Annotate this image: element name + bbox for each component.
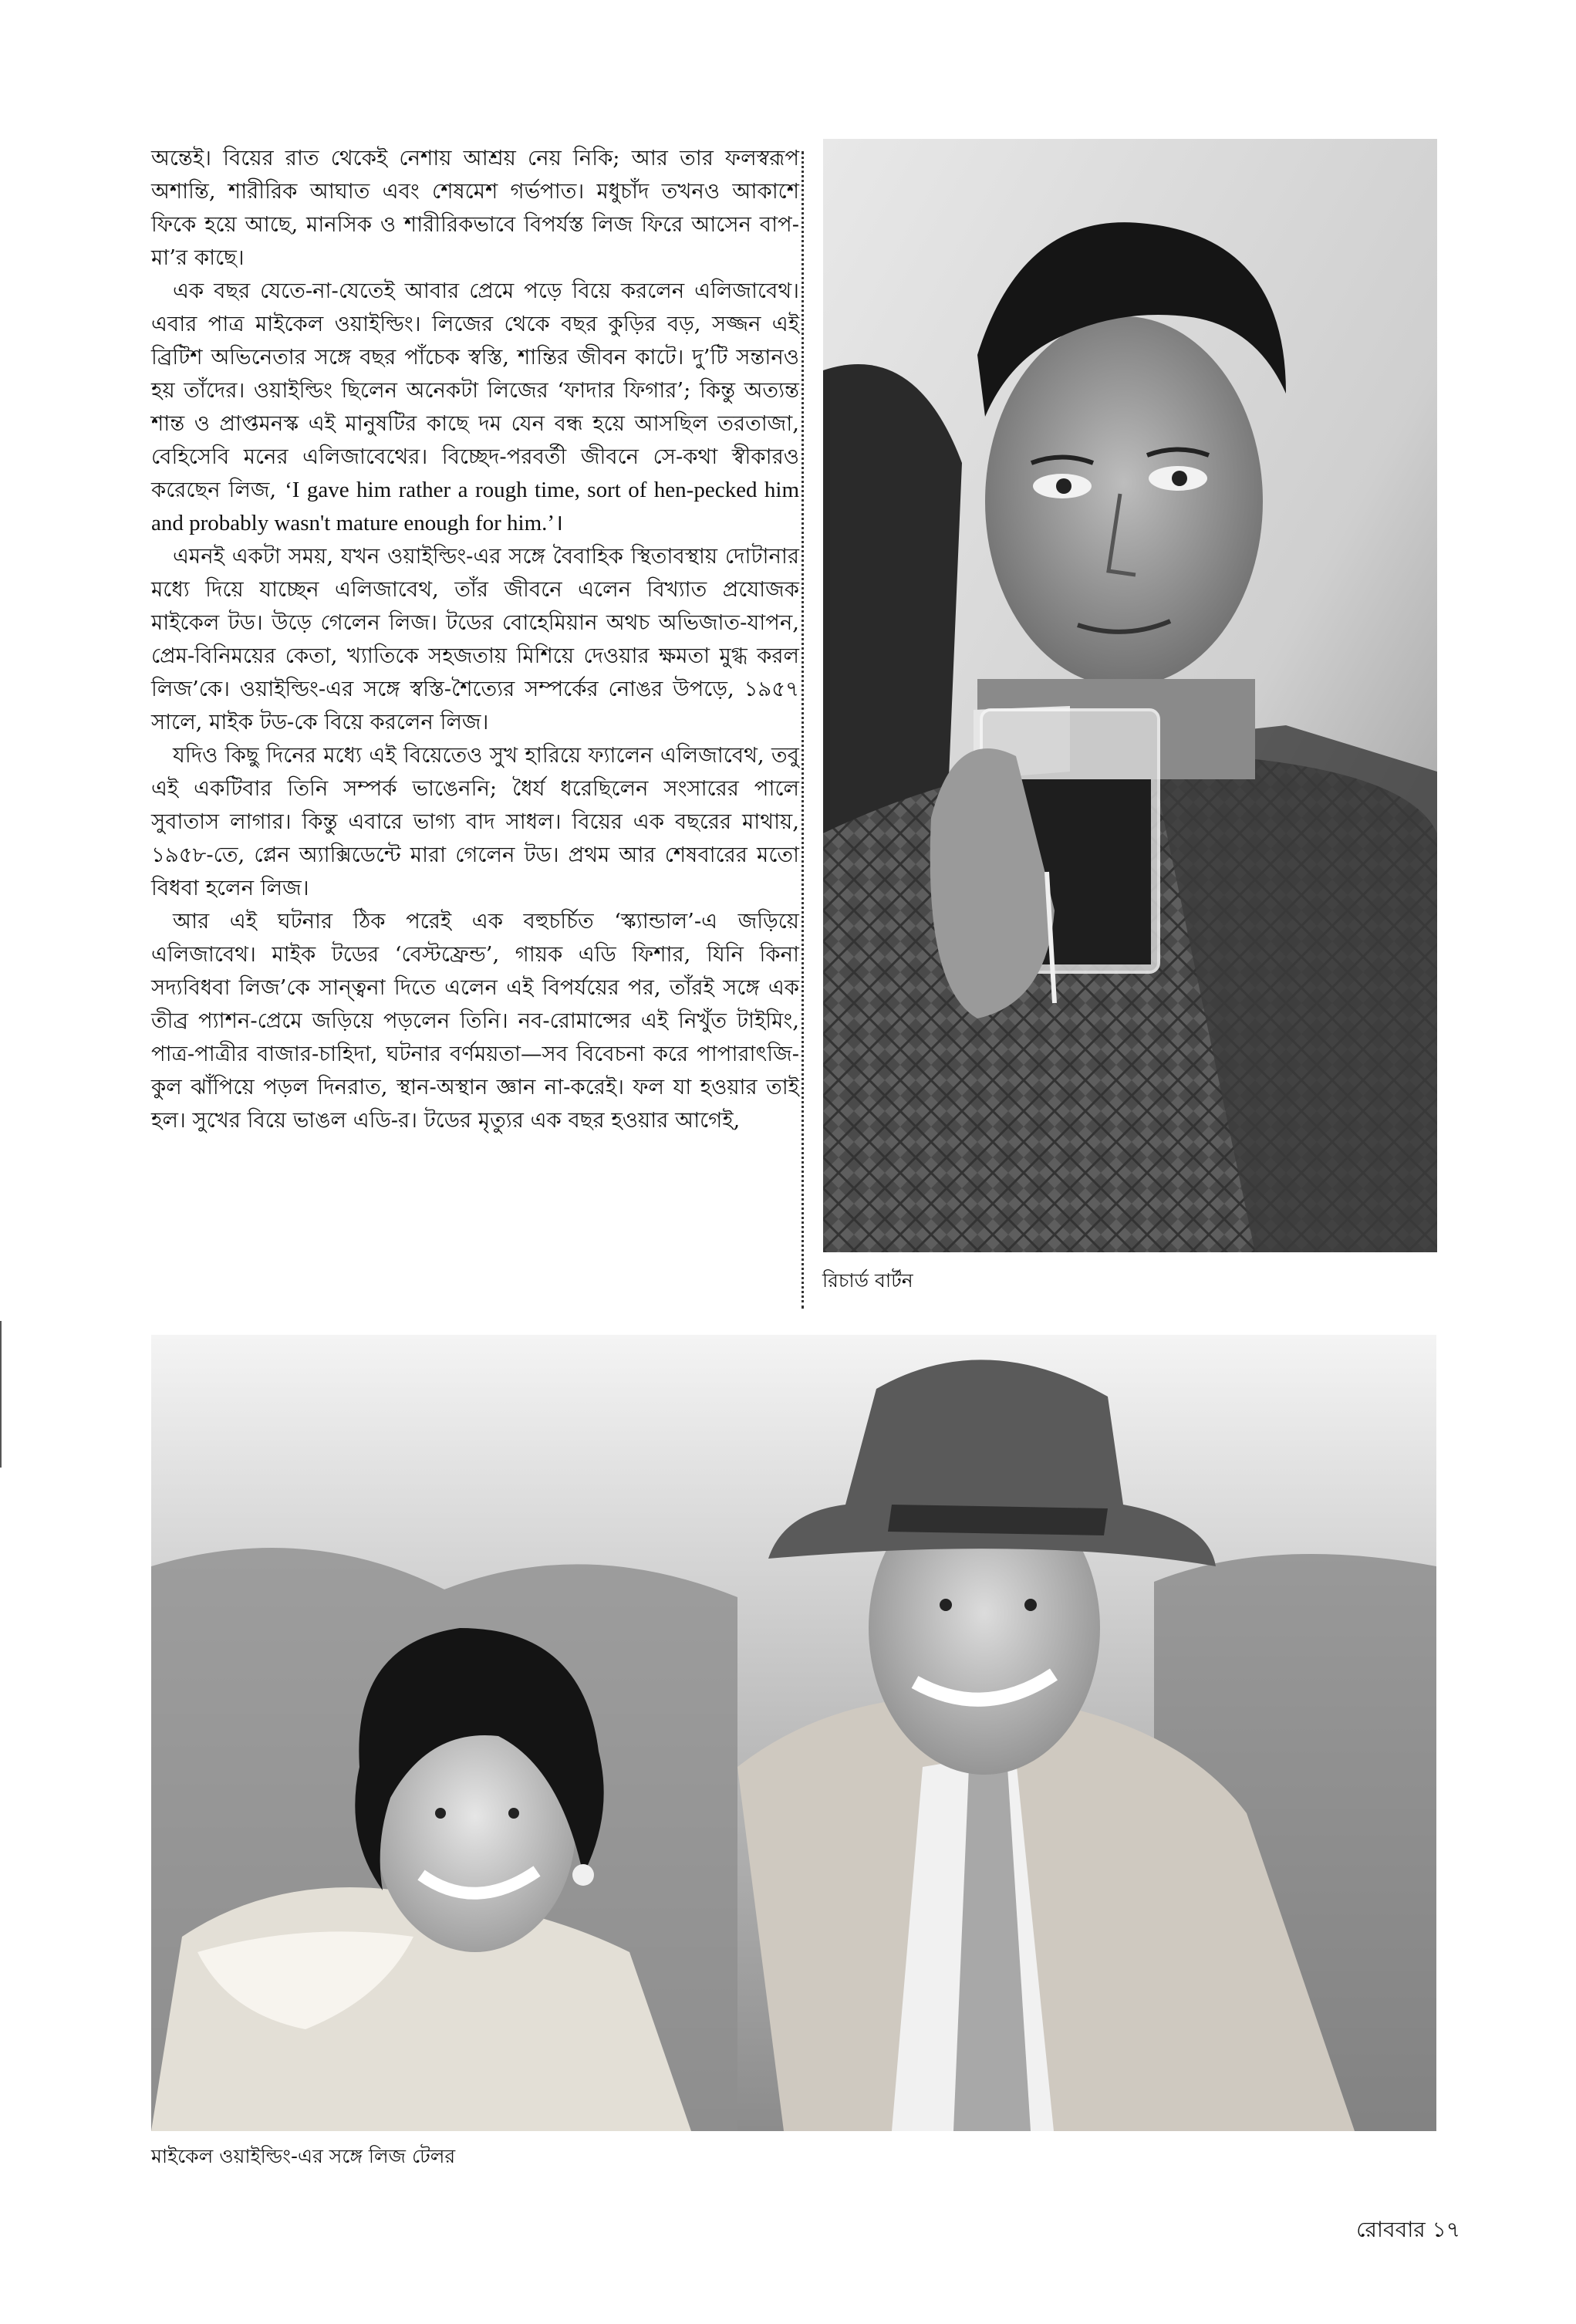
english-quote: ‘I gave him rather a rough time, sort of hen-pecked him and probably wasn't mature enough for him.’। xyxy=(151,478,799,535)
article-paragraph-1: অন্তেই। বিয়ের রাত থেকেই নেশায় আশ্রয় নেয় নিকি; আর তার ফলস্বরূপ অশান্তি, শারীরিক আঘাত এবং শেষমেশ গর্ভপাত। মধুচাঁদ তখনও আকাশে ফিকে হয়ে আছে, মানসিক ও শারীরিকভাবে বিপর্যস্ত লিজ ফিরে আসেন বাপ-মা’র কাছে। xyxy=(151,146,799,270)
column-divider xyxy=(801,151,804,1309)
burton-photo-art xyxy=(823,139,1437,1252)
photo-richard-burton xyxy=(823,139,1437,1252)
page-folio: রোববার ১৭ xyxy=(1356,2217,1460,2242)
article-body xyxy=(151,142,799,1137)
article-paragraph-5: আর এই ঘটনার ঠিক পরেই এক বহুচর্চিত ‘স্ক্যান্ডাল’-এ জড়িয়ে এলিজাবেথ। মাইক টডের ‘বেস্টফ্রেন্ড’, গায়ক এডি ফিশার, যিনি কিনা সদ্যবিধবা লিজ’কে সান্ত্বনা দিতে এলেন এই বিপর্যয়ের পর, তাঁরই সঙ্গে এক তীব্র প্যাশন-প্রেমে জড়িয়ে পড়লেন তিনি। নব-রোমান্সের এই নিখুঁত টাইমিং, পাত্র-পাত্রীর বাজার-চাহিদা, ঘটনার বর্ণময়তা—সব বিবেচনা করে পাপারাৎজি-কুল ঝাঁপিয়ে পড়ল দিনরাত, স্থান-অস্থান জ্ঞান না-করেই। ফল যা হওয়ার তাই হল। সুখের বিয়ে ভাঙল এডি-র। টডের মৃত্যুর এক বছর হওয়ার আগেই, xyxy=(151,909,800,1133)
caption-wilding: মাইকেল ওয়াইল্ডিং-এর সঙ্গে লিজ টেলর xyxy=(151,2145,456,2167)
paragraph-2-text: এক বছর যেতে-না-যেতেই আবার প্রেমে পড়ে বিয়ে করলেন এলিজাবেথ। এবার পাত্র মাইকেল ওয়াইল্ডিং। লিজের থেকে বছর কুড়ির বড়, সজ্জন এই ব্রিটিশ অভিনেতার সঙ্গে বছর পাঁচেক স্বস্তি, শান্তির জীবন কাটে। দু’টি সন্তানও হয় তাঁদের। ওয়াইল্ডিং ছিলেন অনেকটা লিজের ‘ফাদার ফিগার’; কিন্তু অত্যন্ত শান্ত ও প্রাপ্তমনস্ক এই মানুষটির কাছে দম যেন বন্ধ হয়ে আসছিল তরতাজা, বেহিসেবি মনের এলিজাবেথের। বিচ্ছেদ-পরবর্তী জীবনে সে-কথা স্বীকারও করেছেন লিজ, xyxy=(151,279,799,502)
article-paragraph-3: এমনই একটা সময়, যখন ওয়াইল্ডিং-এর সঙ্গে বৈবাহিক স্থিতাবস্থায় দোটানার মধ্যে দিয়ে যাচ্ছেন এলিজাবেথ, তাঁর জীবনে এলেন বিখ্যাত প্রযোজক মাইকেল টড। উড়ে গেলেন লিজ। টডের বোহেমিয়ান অথচ অভিজাত-যাপন, প্রেম-বিনিময়ের কেতা, খ্যাতিকে সহজতায় মিশিয়ে দেওয়ার ক্ষমতা মুগ্ধ করল লিজ’কে। ওয়াইল্ডিং-এর সঙ্গে স্বস্তি-শৈত্যের সম্পর্কের নোঙর উপড়ে, ১৯৫৭ সালে, মাইক টড-কে বিয়ে করলেন লিজ। xyxy=(151,544,799,735)
caption-burton: রিচার্ড বার্টন xyxy=(822,1269,913,1292)
wilding-photo-art xyxy=(151,1335,1436,2131)
article-paragraph-2 xyxy=(151,275,799,540)
margin-rule xyxy=(0,1321,9,1468)
article-paragraph-4: যদিও কিছু দিনের মধ্যে এই বিয়েতেও সুখ হারিয়ে ফ্যালেন এলিজাবেথ, তবু এই একটিবার তিনি সম্পর্ক ভাঙেননি; ধৈর্য ধরেছিলেন সংসারের পালে সুবাতাস লাগার। কিন্তু এবারে ভাগ্য বাদ সাধল। বিয়ের এক বছরের মাথায়, ১৯৫৮-তে, প্লেন অ্যাক্সিডেন্টে মারা গেলেন টড। প্রথম আর শেষবারের মতো বিধবা হলেন লিজ। xyxy=(151,743,799,900)
photo-wilding-taylor xyxy=(151,1335,1436,2131)
